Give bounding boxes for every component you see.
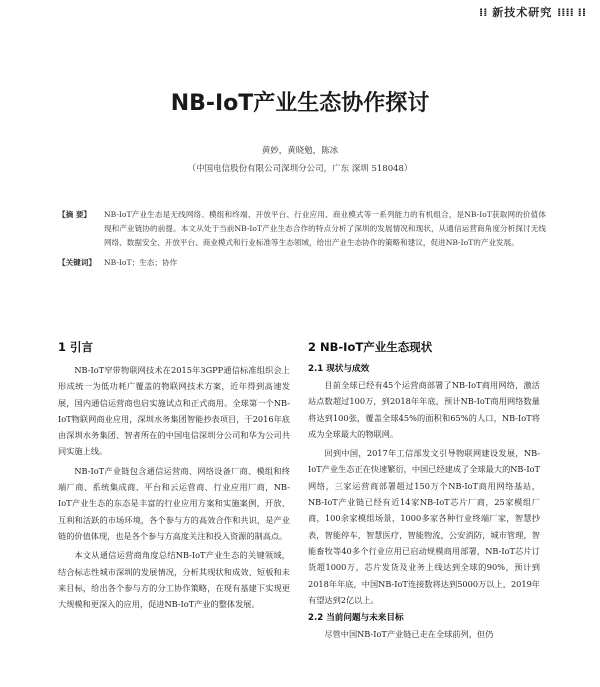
paragraph: 目前全球已经有45个运营商部署了NB-IoT商用网络，激活站点数超过100万，到2018年年底，预计NB-IoT商用网络数量将达到100张，覆盖全球45%的面积和65%的人口，NB-IoT将成为全球最大的物联网。 — [308, 380, 540, 439]
abstract — [58, 208, 546, 250]
paragraph: 回到中国，2017年工信部发文引导物联网建设发展，NB-IoT产业生态正在快速繁衍，中国已经建成了全球最大的NB-IoT网络，三家运营商部署超过150万个NB-IoT商用网络基站，NB-IoT产业链已经有近14家NB-IoT芯片厂商，25家模组厂商，100余家模组场景，1000多家各种行业终端厂家，智慧抄表，智能停车，智慧医疗，智能物流，公安消防，城市管理，智能畜牧等40多个行业应用已启动规模商用部署，NB-IoT芯片订货超1000万，芯片发货及业务上线达到全球的90%，预计到2018年年底，中国NB-IoT连接数将达到5000万以上，2019年有望达到2亿以上。 — [308, 448, 540, 605]
subsection-heading-problems: 2.2 当前问题与未来目标 — [308, 613, 404, 624]
abstract-label: 【摘 要】 — [58, 210, 92, 219]
keywords — [58, 256, 546, 270]
section-tag-label: 新技术研究 — [492, 6, 553, 19]
abstract-text: NB-IoT产业生态是无线网络、模组和终端、开放平台、行业应用、商业模式等一系列能力的有机组合，是NB-IoT获取网的价值体现和产业链协的前提。本文从处于当前NB-IoT产业生态合作的特点分析了深圳的发展情况和现状，从通信运营商角度分析探讨无线网络、数据安全、开放平台、商业模式和行业标准等生态领域，给出产业生态协作的策略和建议，促进NB-IoT的产业发展。 — [104, 210, 546, 247]
paragraph: NB-IoT产业链包含通信运营商、网络设备厂商、模组和终端厂商、系统集成商、平台和云运营商、行业应用厂商，NB-IoT产业生态的东态是丰富的行业应用方案和实施案例，开放、互利和活跃的市场环境，各个参与方的高效合作和共识，是产业链的价值体现，也是各个参与方高度关注和投入资源的制高点。 — [58, 465, 290, 541]
keywords-text: NB-IoT；生态；协作 — [104, 258, 178, 267]
journal-section-tag — [479, 4, 586, 20]
section-heading-introduction: 1 引言 — [58, 340, 94, 354]
decor-bars-icon: ⁞⁞⁞⁞ ⁞⁞ — [557, 6, 586, 19]
decor-bars-icon: ⁞⁞ — [479, 6, 488, 19]
subsection-heading-status: 2.1 现状与成效 — [308, 364, 370, 374]
keywords-label: 【关键词】 — [58, 258, 96, 267]
left-column — [58, 338, 290, 615]
abstract-block — [58, 208, 546, 270]
right-column — [308, 338, 540, 645]
paragraph: 尽管中国NB-IoT产业链已走在全球前列，但仍 — [324, 629, 494, 640]
article-title: NB-IoT产业生态协作探讨 — [170, 91, 430, 116]
affiliation: （中国电信股份有限公司深圳分公司，广东 深圳 518048） — [187, 164, 413, 174]
paragraph: NB-IoT窄带物联网技术在2015年3GPP通信标准组织会上形成统一为低功耗广覆盖的物联网技术方案，近年得到高速发展，国内通信运营商也启实施试点和正式商用。全球第一个NB-IoT物联网商业应用，深圳水务集团智能抄表项目，于2016年底由深圳水务集团、智者所在的中国电信深圳分公司和华为公司共同实施上线。 — [58, 365, 290, 457]
section-heading-ecosystem-status: 2 NB-IoT产业生态现状 — [308, 340, 433, 354]
authors: 黄妙，黄晓勉，陈冰 — [261, 146, 339, 156]
paragraph: 本文从通信运营商角度总结NB-IoT产业生态的关键领域，结合标志性城市深圳的发展情况，分析其现状和成效、短板和未来目标，给出各个参与方的分工协作策略，在现有基建下实现更大规模和更深入的应用，促进NB-IoT产业的整体发展。 — [58, 550, 290, 610]
